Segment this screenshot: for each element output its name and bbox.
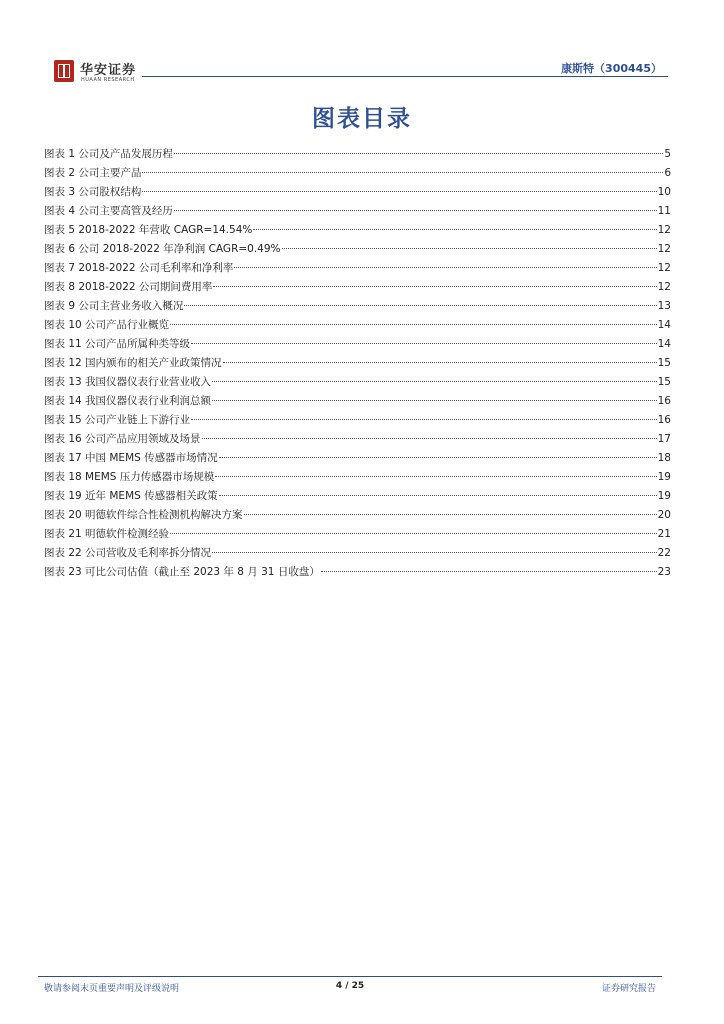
toc-entry-page[interactable]: 16 xyxy=(657,414,671,426)
toc-dot-leader xyxy=(191,343,657,344)
toc-entry-page[interactable]: 12 xyxy=(657,224,671,236)
toc-entry-label[interactable]: 图表 14 我国仪器仪表行业利润总额 xyxy=(44,395,212,407)
toc-entry[interactable] xyxy=(44,431,671,450)
toc-entry[interactable] xyxy=(44,564,671,583)
toc-entry[interactable] xyxy=(44,412,671,431)
toc-dot-leader xyxy=(212,552,657,553)
toc-entry[interactable] xyxy=(44,545,671,564)
toc-entry-page[interactable]: 11 xyxy=(657,205,671,217)
toc-entry-page[interactable]: 21 xyxy=(657,528,671,540)
toc-entry-label[interactable]: 图表 6 公司 2018-2022 年净利润 CAGR=0.49% xyxy=(44,243,281,255)
toc-entry-page[interactable]: 15 xyxy=(657,357,671,369)
toc-entry-label[interactable]: 图表 15 公司产业链上下游行业 xyxy=(44,414,191,426)
toc-entry-label[interactable]: 图表 10 公司产品行业概览 xyxy=(44,319,170,331)
toc-dot-leader xyxy=(212,381,657,382)
toc-entry-label[interactable]: 图表 17 中国 MEMS 传感器市场情况 xyxy=(44,452,218,464)
logo-name-en: HUAAN RESEARCH xyxy=(81,77,135,83)
toc-entry-page[interactable]: 20 xyxy=(657,509,671,521)
toc-entry[interactable] xyxy=(44,241,671,260)
footer-divider xyxy=(38,976,662,977)
toc-entry-label[interactable]: 图表 23 可比公司估值（截止至 2023 年 8 月 31 日收盘） xyxy=(44,566,320,578)
toc-entry-label[interactable]: 图表 7 2018-2022 公司毛利率和净利率 xyxy=(44,262,234,274)
toc-entry-page[interactable]: 12 xyxy=(657,243,671,255)
toc-entry-page[interactable]: 6 xyxy=(664,167,671,179)
toc-entry[interactable] xyxy=(44,146,671,165)
toc-entry-label[interactable]: 图表 2 公司主要产品 xyxy=(44,167,142,179)
toc-entry-page[interactable]: 17 xyxy=(657,433,671,445)
toc-entry-label[interactable]: 图表 21 明德软件检测经验 xyxy=(44,528,170,540)
toc-dot-leader xyxy=(142,172,663,173)
report-type: 证券研究报告 xyxy=(601,984,656,994)
toc-dot-leader xyxy=(215,476,656,477)
footer-disclaimer: 敬请参阅末页重要声明及评级说明 xyxy=(44,984,180,994)
toc-dot-leader xyxy=(213,286,656,287)
toc-entry-label[interactable]: 图表 8 2018-2022 公司期间费用率 xyxy=(44,281,213,293)
toc-dot-leader xyxy=(321,571,657,572)
toc-entry[interactable] xyxy=(44,355,671,374)
toc-entry-page[interactable]: 22 xyxy=(657,547,671,559)
toc-entry-page[interactable]: 12 xyxy=(657,281,671,293)
toc-entry[interactable] xyxy=(44,469,671,488)
page-footer xyxy=(38,976,662,996)
toc-dot-leader xyxy=(170,324,657,325)
toc-entry[interactable] xyxy=(44,393,671,412)
toc-dot-leader xyxy=(253,229,656,230)
toc-entry-page[interactable]: 13 xyxy=(657,300,671,312)
toc-entry[interactable] xyxy=(44,507,671,526)
toc-dot-leader xyxy=(170,533,657,534)
toc-dot-leader xyxy=(174,153,663,154)
toc-entry-label[interactable]: 图表 13 我国仪器仪表行业营业收入 xyxy=(44,376,212,388)
toc-entry[interactable] xyxy=(44,374,671,393)
toc-entry[interactable] xyxy=(44,526,671,545)
toc-entry-page[interactable]: 18 xyxy=(657,452,671,464)
toc-entry[interactable] xyxy=(44,222,671,241)
toc-entry-label[interactable]: 图表 3 公司股权结构 xyxy=(44,186,142,198)
toc-dot-leader xyxy=(219,495,657,496)
toc-entry-page[interactable]: 23 xyxy=(657,566,671,578)
toc-entry-label[interactable]: 图表 19 近年 MEMS 传感器相关政策 xyxy=(44,490,218,502)
toc-entry-label[interactable]: 图表 20 明德软件综合性检测机构解决方案 xyxy=(44,509,243,521)
toc-entry-page[interactable]: 16 xyxy=(657,395,671,407)
toc-entry-label[interactable]: 图表 16 公司产品应用领域及场景 xyxy=(44,433,201,445)
toc-entry-page[interactable]: 12 xyxy=(657,262,671,274)
toc-entry[interactable] xyxy=(44,260,671,279)
toc-dot-leader xyxy=(191,419,657,420)
toc-entry[interactable] xyxy=(44,298,671,317)
toc-dot-leader xyxy=(142,191,656,192)
toc-dot-leader xyxy=(223,362,657,363)
toc-entry-page[interactable]: 19 xyxy=(657,490,671,502)
toc-entry-page[interactable]: 5 xyxy=(664,148,671,160)
toc-entry-label[interactable]: 图表 5 2018-2022 年营收 CAGR=14.54% xyxy=(44,224,253,236)
toc-entry-page[interactable]: 14 xyxy=(657,338,671,350)
toc-list xyxy=(44,146,671,583)
toc-dot-leader xyxy=(219,457,657,458)
toc-entry[interactable] xyxy=(44,450,671,469)
toc-entry-page[interactable]: 19 xyxy=(657,471,671,483)
toc-entry[interactable] xyxy=(44,184,671,203)
header-divider xyxy=(142,76,668,77)
toc-entry[interactable] xyxy=(44,279,671,298)
toc-dot-leader xyxy=(212,400,657,401)
toc-entry-label[interactable]: 图表 11 公司产品所属种类等级 xyxy=(44,338,191,350)
logo-name-cn: 华安证券 xyxy=(80,63,137,78)
toc-entry-label[interactable]: 图表 4 公司主要高管及经历 xyxy=(44,205,173,217)
toc-dot-leader xyxy=(234,267,656,268)
toc-entry[interactable] xyxy=(44,317,671,336)
toc-entry-page[interactable]: 14 xyxy=(657,319,671,331)
toc-entry[interactable] xyxy=(44,165,671,184)
toc-dot-leader xyxy=(174,210,657,211)
huaan-logo-icon xyxy=(54,60,74,82)
toc-entry-label[interactable]: 图表 18 MEMS 压力传感器市场规模 xyxy=(44,471,215,483)
toc-title: 图表目录 xyxy=(312,106,412,132)
toc-entry[interactable] xyxy=(44,488,671,507)
toc-entry[interactable] xyxy=(44,336,671,355)
toc-entry-label[interactable]: 图表 9 公司主营业务收入概况 xyxy=(44,300,184,312)
toc-entry-page[interactable]: 10 xyxy=(657,186,671,198)
company-ticker: 康斯特（300445） xyxy=(561,62,662,75)
toc-entry-label[interactable]: 图表 12 国内颁布的相关产业政策情况 xyxy=(44,357,222,369)
toc-entry-label[interactable]: 图表 1 公司及产品发展历程 xyxy=(44,148,173,160)
page-header xyxy=(50,58,668,86)
toc-dot-leader xyxy=(282,248,657,249)
toc-dot-leader xyxy=(184,305,656,306)
toc-entry[interactable] xyxy=(44,203,671,222)
toc-entry-page[interactable]: 15 xyxy=(657,376,671,388)
toc-entry-label[interactable]: 图表 22 公司营收及毛利率拆分情况 xyxy=(44,547,212,559)
page-number: 4 / 25 xyxy=(335,981,365,991)
toc-dot-leader xyxy=(244,514,657,515)
toc-dot-leader xyxy=(202,438,657,439)
